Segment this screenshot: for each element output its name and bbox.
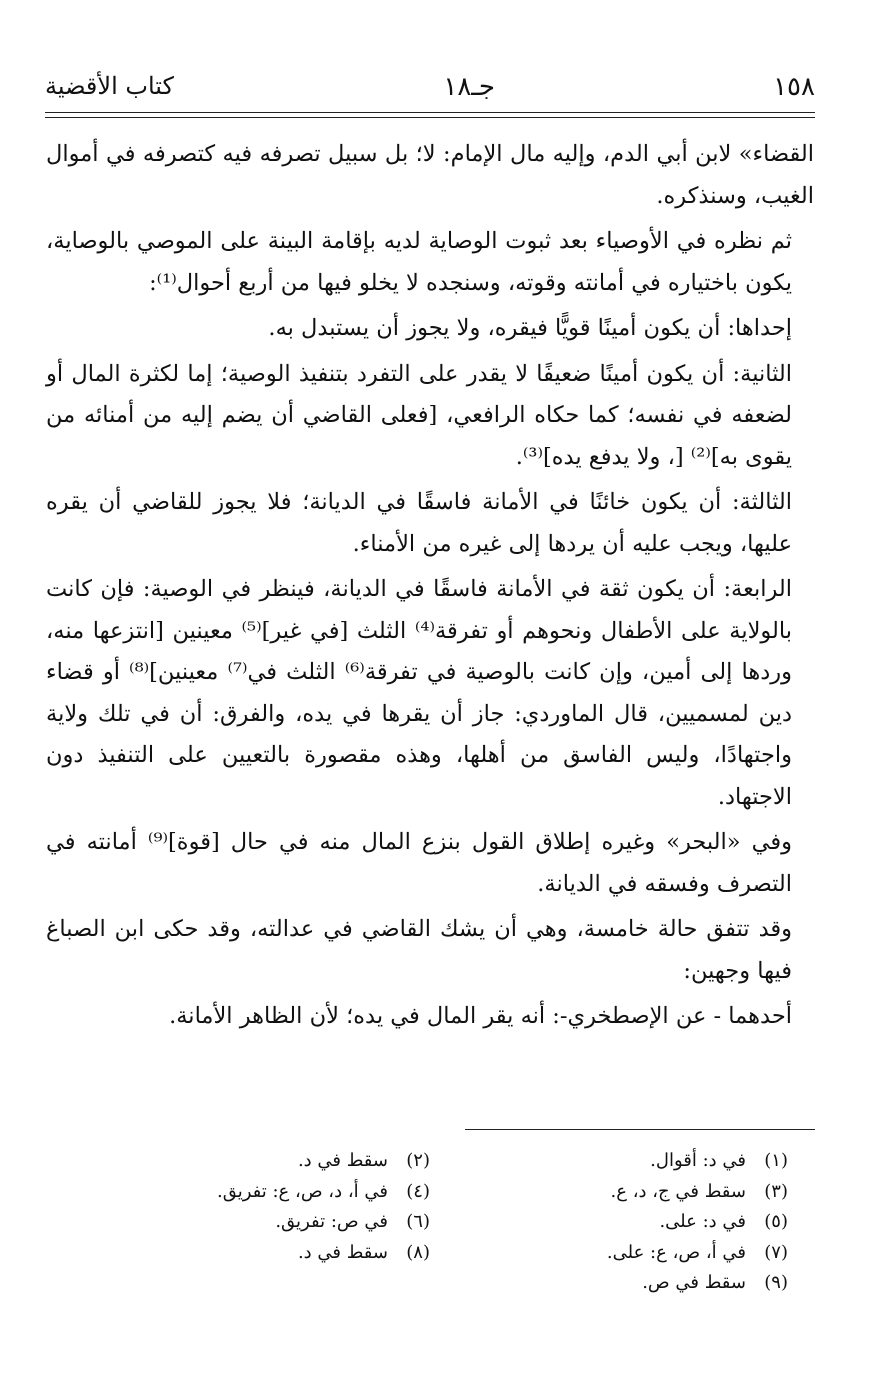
footnote-text: في د: على. xyxy=(659,1211,746,1232)
header-rule-thick xyxy=(45,112,815,113)
footnote-number: (١) xyxy=(764,1150,788,1171)
footnote xyxy=(468,1268,788,1299)
footnote-text: سقط في د. xyxy=(297,1241,388,1263)
footnote-number: (٧) xyxy=(764,1241,788,1263)
main-text xyxy=(46,134,814,1042)
paragraph: الرابعة: أن يكون ثقة في الأمانة فاسقًا في الديانة، فينظر في الوصية: فإن كانت بالولاية على الأطفال ونحوهم أو تفرقة⁽⁴⁾ الثلث [في غير]⁽⁵⁾ معينين [انتزعها منه، وردها إلى أمين، وإن كانت بالوصية في تفرقة⁽⁶⁾ الثلث في⁽⁷⁾ معينين]⁽⁸⁾ أو قضاء دين لمسميين، قال الماوردي: جاز أن يقرها في يده، والفرق: أن في تلك ولاية واجتهادًا، وليس الفاسق من أهلها، وهذه مقصورة بالتعيين على التنفيذ دون الاجتهاد. xyxy=(46,576,793,810)
paragraph: ثم نظره في الأوصياء بعد ثبوت الوصاية لديه بإقامة البينة على الموصي بالوصاية، يكون باختياره في أمانته وقوته، وسنجده لا يخلو فيها من أربع أحوال⁽¹⁾: xyxy=(46,228,792,296)
footnote-text: سقط في د. xyxy=(297,1150,388,1171)
footnote xyxy=(468,1207,788,1238)
footnote-text: سقط في ج، د، ع. xyxy=(610,1180,746,1202)
volume-number: جـ١٨ xyxy=(443,72,495,102)
footnotes-column-left xyxy=(110,1146,430,1268)
footnote-number: (٩) xyxy=(764,1272,788,1293)
header-rule-thin xyxy=(45,117,815,118)
page-number: ١٥٨ xyxy=(773,72,815,102)
paragraph: القضاء» لابن أبي الدم، وإليه مال الإمام: لا؛ بل سبيل تصرفه فيه كتصرفه في أموال الغيب، وسنذكره. xyxy=(46,141,814,209)
footnote-number: (٥) xyxy=(764,1211,788,1232)
footnote-text: سقط في ص. xyxy=(642,1272,746,1293)
paragraph: إحداها: أن يكون أمينًا قويًّا فيقره، ولا يجوز أن يستبدل به. xyxy=(268,315,792,341)
paragraph: وفي «البحر» وغيره إطلاق القول بنزع المال منه في حال [قوة]⁽⁹⁾ أمانته في التصرف وفسقه في الديانة. xyxy=(46,829,792,897)
paragraph: الثالثة: أن يكون خائنًا في الأمانة فاسقًا في الديانة؛ فلا يجوز للقاضي أن يقره عليها، ويجب عليه أن يردها إلى غيره من الأمناء. xyxy=(46,489,792,557)
footnote xyxy=(110,1146,430,1177)
paragraph: أحدهما - عن الإصطخري-: أنه يقر المال في يده؛ لأن الظاهر الأمانة. xyxy=(169,1003,792,1029)
footnotes-column-right xyxy=(468,1146,788,1299)
footnote xyxy=(110,1238,430,1269)
footnote-number: (٨) xyxy=(406,1241,430,1263)
footnote-number: (٤) xyxy=(406,1180,430,1202)
footnote-number: (٣) xyxy=(764,1180,788,1202)
footnote xyxy=(468,1238,788,1269)
running-header xyxy=(45,70,815,114)
book-title: كتاب الأقضية xyxy=(45,72,174,100)
footnote-number: (٦) xyxy=(406,1211,430,1232)
footnote xyxy=(468,1177,788,1208)
footnote xyxy=(468,1146,788,1177)
footnote-text: في أ، ص، ع: على. xyxy=(606,1241,746,1263)
footnote-number: (٢) xyxy=(406,1150,430,1171)
footnote-text: في د: أقوال. xyxy=(650,1150,746,1171)
footnote-text: في أ، د، ص، ع: تفريق. xyxy=(216,1180,388,1202)
footnote xyxy=(110,1207,430,1238)
footnote xyxy=(110,1177,430,1208)
footnote-text: في ص: تفريق. xyxy=(275,1211,388,1232)
paragraph: الثانية: أن يكون أمينًا ضعيفًا لا يقدر على التفرد بتنفيذ الوصية؛ إما لكثرة المال أو لضعفه في نفسه؛ كما حكاه الرافعي، [فعلى القاضي أن يضم إليه من أمنائه من يقوى به]⁽²⁾ [، ولا يدفع يده]⁽³⁾. xyxy=(46,360,792,470)
paragraph: وقد تتفق حالة خامسة، وهي أن يشك القاضي في عدالته، وقد حكى ابن الصباغ فيها وجهين: xyxy=(46,916,792,984)
footnote-rule xyxy=(465,1129,815,1130)
